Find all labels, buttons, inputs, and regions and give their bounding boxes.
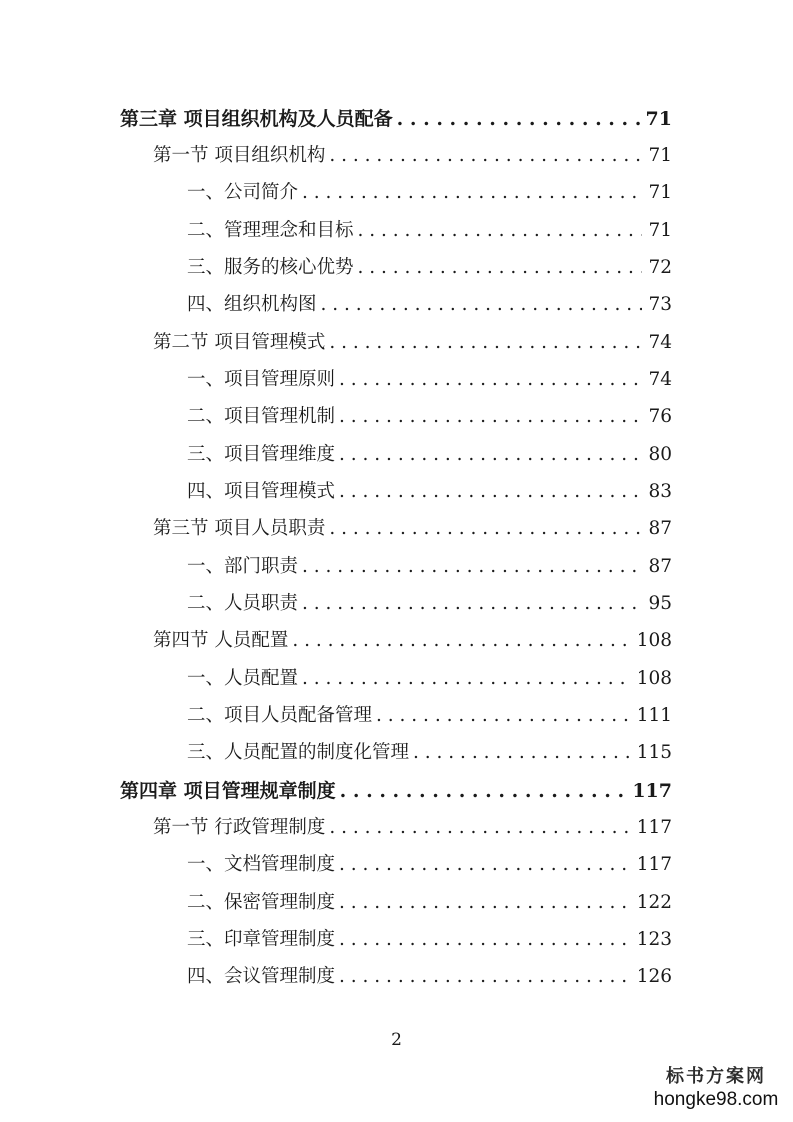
toc-entry-subsection[interactable] xyxy=(187,589,672,619)
toc-entry-page: 126 xyxy=(636,966,672,987)
toc-entry-title: 三、人员配置的制度化管理 xyxy=(187,742,410,763)
toc-entry-page: 108 xyxy=(636,668,672,689)
toc-entry-title: 一、部门职责 xyxy=(187,556,299,577)
toc-dot-leader xyxy=(339,962,631,992)
toc-entry-title: 第一节 行政管理制度 xyxy=(153,817,326,838)
toc-entry-page: 117 xyxy=(632,780,672,802)
toc-dot-leader xyxy=(413,738,631,768)
toc-entry-page: 71 xyxy=(648,145,672,166)
toc-entry-subsection[interactable] xyxy=(187,888,672,918)
toc-entry-subsection[interactable] xyxy=(187,290,672,320)
toc-dot-leader xyxy=(376,701,631,731)
toc-entry-subsection[interactable] xyxy=(187,738,672,768)
toc-entry-page: 95 xyxy=(648,593,672,614)
toc-dot-leader xyxy=(339,365,642,395)
toc-entry-title: 四、项目管理模式 xyxy=(187,481,336,502)
toc-entry-title: 三、印章管理制度 xyxy=(187,929,336,950)
toc-entry-title: 一、公司简介 xyxy=(187,182,299,203)
toc-dot-leader xyxy=(358,216,643,246)
toc-entry-page: 76 xyxy=(648,406,672,427)
toc-entry-chapter-3[interactable] xyxy=(120,104,672,134)
toc-entry-page: 87 xyxy=(648,518,672,539)
toc-entry-page: 73 xyxy=(648,294,672,315)
watermark-name: 标书方案网 xyxy=(666,1066,766,1087)
toc-entry-title: 二、管理理念和目标 xyxy=(187,220,354,241)
toc-entry-title: 一、人员配置 xyxy=(187,668,299,689)
toc-entry-title: 第一节 项目组织机构 xyxy=(153,145,326,166)
toc-entry-title: 三、服务的核心优势 xyxy=(187,257,354,278)
toc-dot-leader xyxy=(329,813,630,843)
toc-dot-leader xyxy=(329,328,642,358)
toc-entry-title: 二、项目管理机制 xyxy=(187,406,336,427)
toc-entry-page: 71 xyxy=(648,182,672,203)
toc-entry-page: 83 xyxy=(648,481,672,502)
toc-entry-subsection[interactable] xyxy=(187,402,672,432)
toc-entry-subsection[interactable] xyxy=(187,178,672,208)
toc-entry-chapter-4[interactable] xyxy=(120,776,672,806)
toc-entry-page: 74 xyxy=(648,369,672,390)
toc-dot-leader xyxy=(329,514,642,544)
toc-dot-leader xyxy=(358,253,643,283)
toc-entry-page: 74 xyxy=(648,332,672,353)
toc-entry-page: 111 xyxy=(636,705,672,726)
toc-entry-title: 第四节 人员配置 xyxy=(153,630,289,651)
toc-entry-page: 72 xyxy=(648,257,672,278)
toc-entry-page: 108 xyxy=(636,630,672,651)
toc-dot-leader xyxy=(339,440,642,470)
toc-entry-title: 第四章 项目管理规章制度 xyxy=(120,780,336,802)
toc-dot-leader xyxy=(339,850,631,880)
toc-entry-title: 一、项目管理原则 xyxy=(187,369,336,390)
toc-entry-title: 二、人员职责 xyxy=(187,593,299,614)
toc-dot-leader xyxy=(339,888,631,918)
toc-dot-leader xyxy=(339,477,642,507)
toc-entry-page: 117 xyxy=(636,854,672,875)
toc-entry-subsection[interactable] xyxy=(187,216,672,246)
toc-entry-page: 87 xyxy=(648,556,672,577)
toc-dot-leader xyxy=(340,776,627,806)
toc-entry-title: 四、会议管理制度 xyxy=(187,966,336,987)
toc-entry-page: 71 xyxy=(645,108,672,130)
toc-entry-subsection[interactable] xyxy=(187,850,672,880)
toc-entry-title: 第三节 项目人员职责 xyxy=(153,518,326,539)
toc-entry-page: 115 xyxy=(636,742,672,763)
toc-dot-leader xyxy=(302,178,642,208)
toc-entry-section[interactable] xyxy=(153,626,672,656)
toc-entry-title: 三、项目管理维度 xyxy=(187,444,336,465)
toc-entry-section[interactable] xyxy=(153,141,672,171)
toc-entry-title: 第二节 项目管理模式 xyxy=(153,332,326,353)
toc-entry-title: 一、文档管理制度 xyxy=(187,854,336,875)
toc-entry-section[interactable] xyxy=(153,813,672,843)
toc-entry-subsection[interactable] xyxy=(187,701,672,731)
toc-entry-subsection[interactable] xyxy=(187,552,672,582)
watermark-logo xyxy=(651,1066,781,1112)
toc-entry-subsection[interactable] xyxy=(187,477,672,507)
toc-dot-leader xyxy=(302,664,631,694)
page-number: 2 xyxy=(391,1030,402,1050)
toc-entry-page: 71 xyxy=(648,220,672,241)
toc-dot-leader xyxy=(321,290,643,320)
toc-entry-subsection[interactable] xyxy=(187,925,672,955)
toc-dot-leader xyxy=(329,141,642,171)
toc-dot-leader xyxy=(302,552,642,582)
toc-entry-page: 122 xyxy=(636,892,672,913)
toc-entry-section[interactable] xyxy=(153,514,672,544)
toc-entry-title: 二、保密管理制度 xyxy=(187,892,336,913)
toc-dot-leader xyxy=(292,626,630,656)
watermark-url: hongke98.com xyxy=(653,1089,779,1110)
toc-entry-subsection[interactable] xyxy=(187,440,672,470)
toc-entry-title: 第三章 项目组织机构及人员配备 xyxy=(120,108,393,130)
toc-entry-subsection[interactable] xyxy=(187,365,672,395)
toc-dot-leader xyxy=(339,925,631,955)
toc-dot-leader xyxy=(397,104,640,134)
toc-entry-subsection[interactable] xyxy=(187,962,672,992)
toc-entry-title: 二、项目人员配备管理 xyxy=(187,705,373,726)
toc-entry-page: 117 xyxy=(636,817,672,838)
toc-entry-title: 四、组织机构图 xyxy=(187,294,317,315)
toc-entry-subsection[interactable] xyxy=(187,253,672,283)
toc-entry-subsection[interactable] xyxy=(187,664,672,694)
toc-entry-page: 123 xyxy=(636,929,672,950)
toc-entry-section[interactable] xyxy=(153,328,672,358)
toc-dot-leader xyxy=(339,402,642,432)
toc-dot-leader xyxy=(302,589,642,619)
toc-entry-page: 80 xyxy=(648,444,672,465)
